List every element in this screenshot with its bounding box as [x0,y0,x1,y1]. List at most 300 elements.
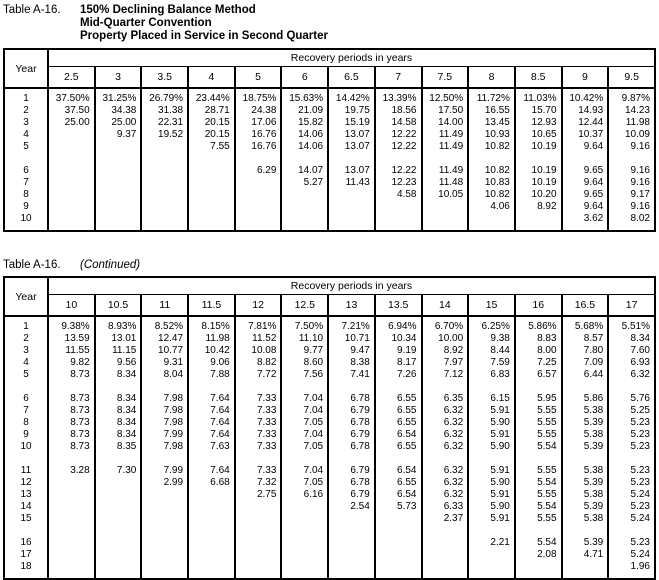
spacer-cell [95,381,142,393]
value-cell: 10.34 [375,333,422,345]
table-row-year-10 [4,441,655,453]
year-cell: 10 [4,213,48,225]
value-cell: 6.32 [422,429,469,441]
spacer-row [4,573,655,579]
value-cell: 7.88 [188,369,235,381]
value-cell: 6.54 [375,489,422,501]
value-cell: 20.15 [188,117,235,129]
spacer-cell [608,225,655,231]
value-cell: 2.37 [422,513,469,525]
table-row-year-2 [4,105,655,117]
value-cell: 9.19 [375,345,422,357]
value-cell: 12.93 [515,117,562,129]
value-cell: 11.49 [422,129,469,141]
value-cell: 12.47 [141,333,188,345]
table-row-year-7 [4,405,655,417]
spacer-row [4,381,655,393]
value-cell: 10.19 [515,177,562,189]
value-cell: 7.97 [422,357,469,369]
value-cell: 5.39 [562,417,609,429]
table-row-year-18 [4,561,655,573]
value-cell: 18.56 [375,105,422,117]
value-cell: 5.39 [562,441,609,453]
spacer-cell [328,381,375,393]
value-cell: 5.68% [562,321,609,333]
value-cell [281,549,328,561]
value-cell: 6.32 [608,369,655,381]
value-cell [235,201,282,213]
value-cell [141,549,188,561]
value-cell: 8.38 [328,357,375,369]
value-cell [468,549,515,561]
value-cell: 14.93 [562,105,609,117]
spacer-cell [328,453,375,465]
value-cell: 12.22 [375,165,422,177]
value-cell: 5.25 [608,405,655,417]
value-cell: 9.56 [95,357,142,369]
value-cell: 9.31 [141,357,188,369]
value-cell [281,561,328,573]
table-row-year-6 [4,393,655,405]
value-cell [328,189,375,201]
value-cell [422,549,469,561]
value-cell: 14.58 [375,117,422,129]
spacer-cell [608,381,655,393]
table1-title-label: Table A-16. [3,4,61,16]
value-cell: 5.23 [608,501,655,513]
value-cell: 5.91 [468,489,515,501]
value-cell: 5.95 [515,393,562,405]
value-cell: 6.55 [375,405,422,417]
value-cell [281,537,328,549]
spacer-cell [188,525,235,537]
value-cell: 18.75% [235,93,282,105]
table-row-year-8 [4,189,655,201]
table2-continued-label: (Continued) [80,259,141,271]
spacer-cell [515,225,562,231]
value-cell: 6.32 [422,465,469,477]
value-cell: 7.04 [281,465,328,477]
value-cell [422,561,469,573]
value-cell: 5.24 [608,513,655,525]
value-cell [235,213,282,225]
value-cell [422,537,469,549]
header-row-periods [4,295,655,317]
value-cell: 6.32 [422,489,469,501]
value-cell: 11.55 [48,345,95,357]
value-cell: 5.24 [608,549,655,561]
value-cell: 17.06 [235,117,282,129]
table-row-year-2 [4,333,655,345]
value-cell: 6.15 [468,393,515,405]
spacer-row [4,225,655,231]
spacer-cell [188,573,235,579]
value-cell: 8.52% [141,321,188,333]
value-cell: 13.59 [48,333,95,345]
value-cell: 9.16 [608,165,655,177]
table2-title-label: Table A-16. [3,259,61,271]
value-cell: 5.55 [515,417,562,429]
spacer-cell [4,225,48,231]
value-cell: 7.64 [188,465,235,477]
value-cell: 9.65 [562,165,609,177]
value-cell [188,549,235,561]
value-cell: 7.25 [515,357,562,369]
value-cell: 4.06 [468,201,515,213]
value-cell: 13.07 [328,129,375,141]
value-cell: 13.45 [468,117,515,129]
table-row-year-3 [4,117,655,129]
value-cell: 10.82 [468,165,515,177]
spacer-row [4,153,655,165]
value-cell: 11.49 [422,141,469,153]
value-cell [141,201,188,213]
value-cell: 7.05 [281,417,328,429]
value-cell [375,561,422,573]
year-cell: 10 [4,441,48,453]
value-cell: 8.73 [48,441,95,453]
value-cell: 7.59 [468,357,515,369]
value-cell: 8.04 [141,369,188,381]
spacer-cell [141,525,188,537]
table-row-year-1 [4,321,655,333]
value-cell: 5.23 [608,429,655,441]
value-cell: 7.80 [562,345,609,357]
value-cell [515,213,562,225]
value-cell: 16.76 [235,129,282,141]
value-cell [188,177,235,189]
value-cell: 10.42% [562,93,609,105]
spacer-cell [468,525,515,537]
spacer-cell [422,525,469,537]
value-cell: 3.62 [562,213,609,225]
value-cell [95,489,142,501]
value-cell [235,549,282,561]
value-cell [141,189,188,201]
period-header-14: 14 [422,295,469,317]
spacer-cell [235,453,282,465]
value-cell [48,501,95,513]
value-cell: 5.90 [468,477,515,489]
value-cell [48,489,95,501]
spacer-cell [141,225,188,231]
spacer-cell [328,573,375,579]
spacer-cell [141,153,188,165]
spacer-cell [608,573,655,579]
spacer-cell [48,453,95,465]
value-cell: 14.23 [608,105,655,117]
value-cell: 5.55 [515,429,562,441]
value-cell: 6.55 [375,393,422,405]
value-cell: 6.32 [422,477,469,489]
recovery-periods-header: Recovery periods in years [48,49,655,67]
year-cell: 5 [4,141,48,153]
table-row-year-4 [4,357,655,369]
depreciation-table-periods-10-to-17 [3,276,656,580]
value-cell: 16.55 [468,105,515,117]
value-cell [48,141,95,153]
period-header-3.5: 3.5 [141,67,188,89]
value-cell: 7.30 [95,465,142,477]
value-cell: 10.09 [608,129,655,141]
value-cell [95,549,142,561]
value-cell: 10.42 [188,345,235,357]
year-cell: 4 [4,129,48,141]
table-row-year-6 [4,165,655,177]
value-cell: 7.81% [235,321,282,333]
value-cell [188,189,235,201]
value-cell: 8.73 [48,405,95,417]
spacer-cell [235,573,282,579]
value-cell: 12.22 [375,129,422,141]
value-cell: 19.75 [328,105,375,117]
value-cell: 11.52 [235,333,282,345]
spacer-cell [562,573,609,579]
value-cell: 2.08 [515,549,562,561]
period-header-10.5: 10.5 [95,295,142,317]
value-cell: 6.55 [375,441,422,453]
value-cell [188,201,235,213]
year-cell: 14 [4,501,48,513]
value-cell: 14.07 [281,165,328,177]
value-cell: 5.91 [468,513,515,525]
table-row-year-14 [4,501,655,513]
value-cell [188,561,235,573]
value-cell: 6.32 [422,441,469,453]
value-cell: 11.98 [188,333,235,345]
value-cell: 25.00 [48,117,95,129]
table-row-year-11 [4,465,655,477]
table1-title-line-2: Mid-Quarter Convention [80,17,212,29]
value-cell: 7.33 [235,393,282,405]
value-cell [375,549,422,561]
value-cell: 34.38 [95,105,142,117]
value-cell: 8.60 [281,357,328,369]
value-cell: 5.90 [468,441,515,453]
year-cell: 15 [4,513,48,525]
value-cell: 9.64 [562,201,609,213]
header-row-span [4,277,655,295]
period-header-16: 16 [515,295,562,317]
value-cell: 8.34 [608,333,655,345]
value-cell: 10.20 [515,189,562,201]
value-cell: 10.00 [422,333,469,345]
period-header-13.5: 13.5 [375,295,422,317]
spacer-cell [188,153,235,165]
value-cell: 6.94% [375,321,422,333]
spacer-cell [515,381,562,393]
value-cell [375,513,422,525]
spacer-cell [188,381,235,393]
year-cell: 17 [4,549,48,561]
value-cell: 6.29 [235,165,282,177]
value-cell: 7.98 [141,441,188,453]
value-cell [95,537,142,549]
year-cell: 13 [4,489,48,501]
value-cell: 5.73 [375,501,422,513]
value-cell: 14.42% [328,93,375,105]
spacer-cell [95,153,142,165]
table-row-year-15 [4,513,655,525]
spacer-cell [608,453,655,465]
table1-title-line-1: 150% Declining Balance Method [80,4,256,16]
value-cell: 6.68 [188,477,235,489]
value-cell: 5.38 [562,513,609,525]
value-cell: 10.71 [328,333,375,345]
value-cell: 12.50% [422,93,469,105]
value-cell: 8.17 [375,357,422,369]
value-cell [281,513,328,525]
value-cell: 10.82 [468,189,515,201]
value-cell: 25.00 [95,117,142,129]
table-row-year-5 [4,141,655,153]
spacer-cell [235,525,282,537]
spacer-cell [95,525,142,537]
value-cell [328,561,375,573]
spacer-cell [281,153,328,165]
value-cell: 5.23 [608,417,655,429]
value-cell: 7.04 [281,429,328,441]
value-cell [141,141,188,153]
spacer-cell [235,153,282,165]
value-cell: 9.47 [328,345,375,357]
value-cell: 15.19 [328,117,375,129]
value-cell: 6.32 [422,417,469,429]
spacer-cell [95,453,142,465]
period-header-2.5: 2.5 [48,67,95,89]
value-cell: 7.33 [235,405,282,417]
value-cell [141,561,188,573]
value-cell: 6.55 [375,477,422,489]
value-cell: 2.99 [141,477,188,489]
spacer-cell [48,573,95,579]
header-row-span [4,49,655,67]
value-cell: 3.28 [48,465,95,477]
value-cell: 7.60 [608,345,655,357]
value-cell: 15.70 [515,105,562,117]
table-row-year-12 [4,477,655,489]
value-cell [188,501,235,513]
value-cell: 5.90 [468,501,515,513]
recovery-periods-header: Recovery periods in years [48,277,655,295]
period-header-12: 12 [235,295,282,317]
spacer-cell [515,525,562,537]
spacer-cell [281,381,328,393]
spacer-cell [4,453,48,465]
value-cell: 10.82 [468,141,515,153]
value-cell: 4.58 [375,189,422,201]
value-cell: 9.77 [281,345,328,357]
value-cell: 2.21 [468,537,515,549]
value-cell [95,477,142,489]
spacer-cell [422,453,469,465]
value-cell [95,165,142,177]
value-cell [95,213,142,225]
value-cell: 19.52 [141,129,188,141]
year-cell: 18 [4,561,48,573]
value-cell: 14.06 [281,141,328,153]
period-header-11.5: 11.5 [188,295,235,317]
value-cell: 6.79 [328,405,375,417]
value-cell: 11.98 [608,117,655,129]
value-cell: 37.50% [48,93,95,105]
value-cell: 10.19 [515,141,562,153]
spacer-cell [95,573,142,579]
value-cell: 7.98 [141,393,188,405]
value-cell: 8.92 [422,345,469,357]
value-cell: 15.82 [281,117,328,129]
value-cell [141,213,188,225]
table-row-year-3 [4,345,655,357]
value-cell [188,165,235,177]
period-header-15: 15 [468,295,515,317]
value-cell [281,501,328,513]
value-cell: 8.34 [95,369,142,381]
table1-title-line-3: Property Placed in Service in Second Quarter [80,30,328,42]
value-cell: 8.57 [562,333,609,345]
value-cell: 9.87% [608,93,655,105]
period-header-9: 9 [562,67,609,89]
value-cell: 22.31 [141,117,188,129]
value-cell: 5.24 [608,489,655,501]
value-cell [468,213,515,225]
spacer-cell [4,525,48,537]
value-cell: 16.76 [235,141,282,153]
value-cell: 6.35 [422,393,469,405]
period-header-8.5: 8.5 [515,67,562,89]
period-header-17: 17 [608,295,655,317]
value-cell: 8.35 [95,441,142,453]
value-cell: 8.83 [515,333,562,345]
value-cell: 5.38 [562,429,609,441]
value-cell: 5.91 [468,429,515,441]
spacer-cell [608,525,655,537]
value-cell: 7.26 [375,369,422,381]
value-cell: 7.50% [281,321,328,333]
table-row-year-4 [4,129,655,141]
value-cell: 7.64 [188,429,235,441]
value-cell [48,201,95,213]
value-cell: 14.06 [281,129,328,141]
spacer-cell [375,225,422,231]
spacer-cell [422,153,469,165]
value-cell [48,477,95,489]
value-cell: 9.64 [562,177,609,189]
spacer-cell [281,225,328,231]
value-cell [141,501,188,513]
value-cell [141,513,188,525]
value-cell: 5.55 [515,465,562,477]
value-cell: 5.54 [515,441,562,453]
value-cell: 7.64 [188,393,235,405]
value-cell: 7.64 [188,405,235,417]
period-header-6.5: 6.5 [328,67,375,89]
value-cell [48,213,95,225]
spacer-cell [515,453,562,465]
value-cell: 5.51% [608,321,655,333]
year-cell: 5 [4,369,48,381]
value-cell: 6.32 [422,405,469,417]
value-cell: 1.96 [608,561,655,573]
value-cell: 5.55 [515,405,562,417]
value-cell: 11.49 [422,165,469,177]
value-cell: 10.93 [468,129,515,141]
value-cell: 11.43 [328,177,375,189]
value-cell: 12.22 [375,141,422,153]
value-cell: 6.78 [328,441,375,453]
spacer-cell [375,525,422,537]
spacer-cell [422,225,469,231]
